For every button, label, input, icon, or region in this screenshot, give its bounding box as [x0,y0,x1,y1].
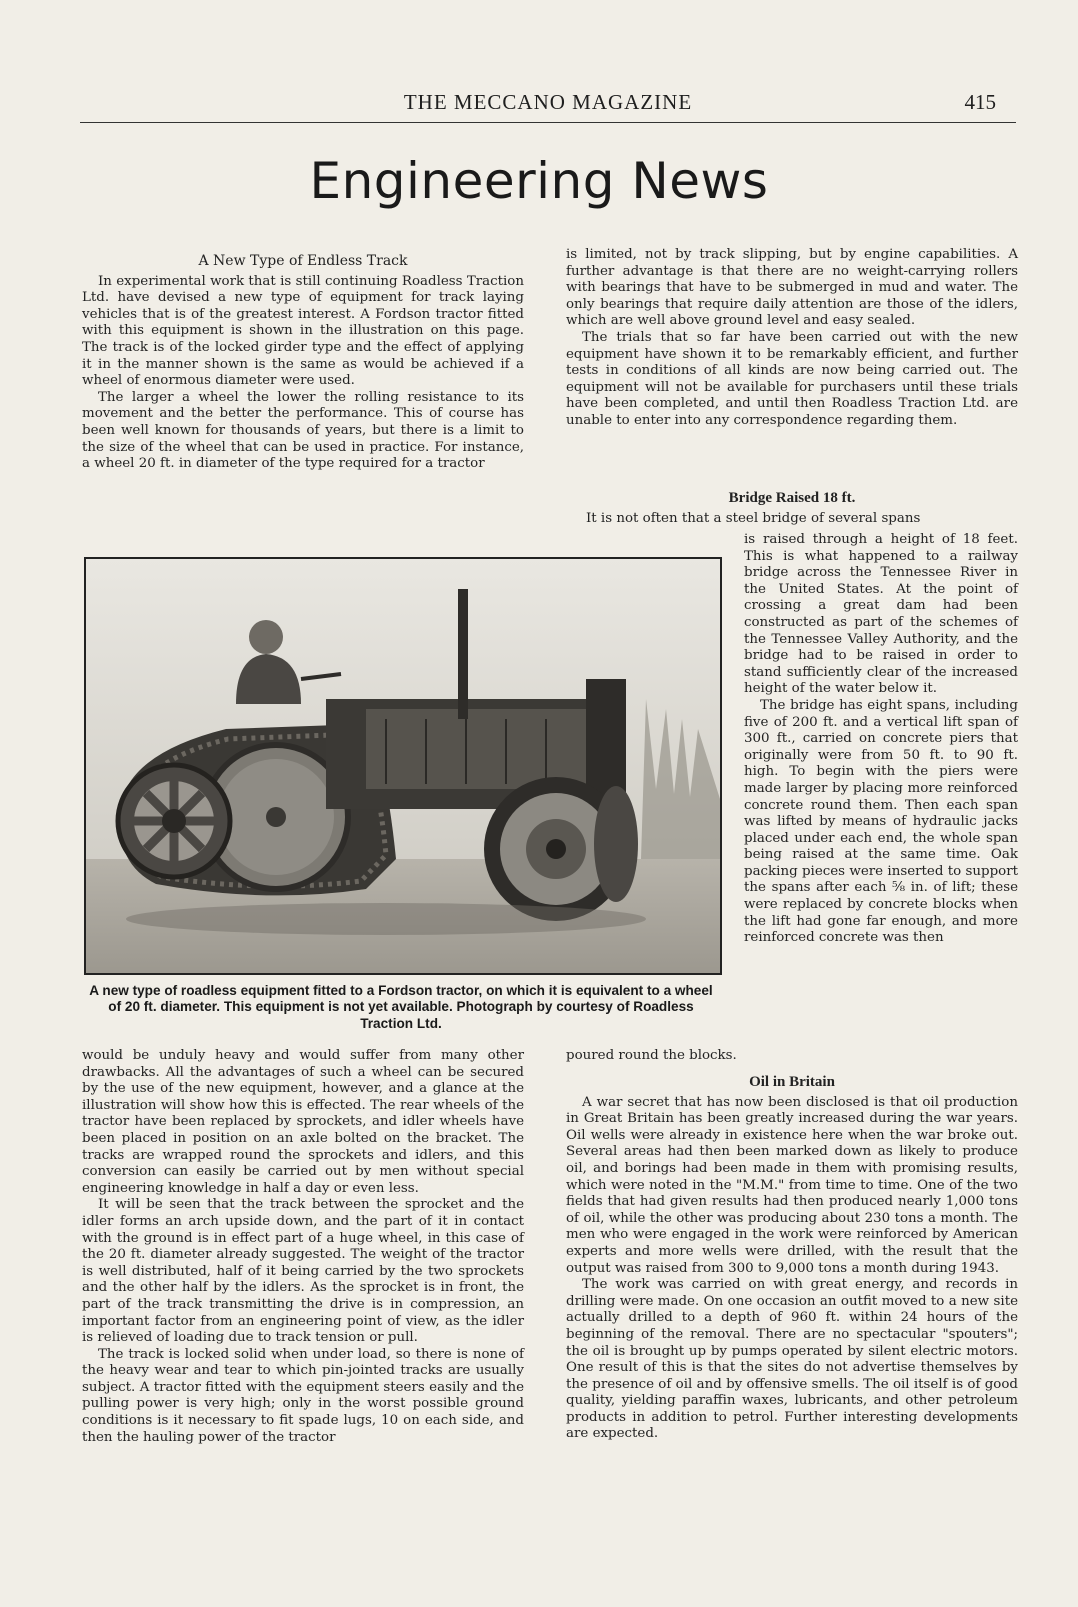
paragraph: The work was carried on with great energy, and records in drilling were made. On one occasion an outfit moved to a new site actually drilled to a depth of 960 ft. within 24 hours of the beginning of the removal. There are no spectacular "spouters"; the oil is brought up by pumps operated by silent electric motors. One result of this is that the sites do not advertise themselves by the presence of oil and by offensive smells. The oil itself is of good quality, yielding paraffin waxes, lubricants, and other petroleum products in addition to petrol. Further interesting developments are expected. [566,1277,1018,1442]
paragraph: is raised through a height of 18 feet. This is what happened to a railway bridge across the Tennessee River in the United States. At the point of crossing a great dam had been constructed as part of the schemes of the Tennessee Valley Authority, and the bridge had to be raised in order to stand sufficiently clear of the increased height of the water below it. [744,532,1018,697]
paragraph: The bridge has eight spans, including five of 200 ft. and a vertical lift span of 300 ft., carried on concrete piers that originally were from 50 ft. to 90 ft. high. To begin with the piers were made larger by placing more reinforced concrete round them. Then each span was lifted by means of hydraulic jacks placed under each end, the whole span being raised at the same time. Oak packing pieces were inserted to support the spans after each ⅝ in. of lift; these were replaced by concrete blocks when the lift had gone far enough, and more reinforced concrete was then [744,697,1018,946]
article-bridge-header [566,490,1018,527]
article-heading-bridge: Bridge Raised 18 ft. [728,490,856,506]
page-title: Engineering News [309,152,769,210]
article-bridge-body [744,532,1018,947]
article-endless-track-continued [566,247,1018,430]
paragraph: would be unduly heavy and would suffer from many other drawbacks. All the advantages of such a wheel can be secured by the use of the new equipment, however, and a glance at the illustration will show how this is effected. The rear wheels of the tractor have been replaced by sprockets, and idler wheels have been placed in position on an axle bolted on the bracket. The tracks are wrapped round the sprockets and idlers, and this conversion can easily be carried out by men without special engineering knowledge in half a day or even less. [82,1048,524,1196]
paragraph: It will be seen that the track between the sprocket and the idler forms an arch upside down, and the part of it in contact with the ground is in effect part of a huge wheel, in this case of the 20 ft. diameter already suggested. The weight of the tractor is well distributed, half of it being carried by the two sprockets and the other half by the idlers. As the sprocket is in front, the part of the track transmitting the drive is in compression, an important factor from an engineering point of view, as the idler is relieved of loading due to track tension or pull. [82,1197,524,1346]
tractor-illustration [86,559,720,973]
tractor-photograph [84,557,722,975]
article-endless-track-body [82,1048,524,1446]
magazine-name: THE MECCANO MAGAZINE [403,90,693,114]
paragraph: In experimental work that is still continuing Roadless Traction Ltd. have devised a new type of equipment for track laying vehicles that is of the greatest interest. A Fordson tractor fitted with this equipment is shown in the illustration on this page. The track is of the locked girder type and the effect of applying it in the manner shown is the same as would be achieved if a wheel of enormous diameter were used. [82,273,524,389]
article-bridge-tail [566,1048,1018,1065]
photo-caption: A new type of roadless equipment fitted to a Fordson tractor, on which it is equivalent to a wheel of 20 ft. diameter. This equipment is not yet available. Photograph by courtesy of Roadless Traction Ltd. [89,983,713,1031]
article-oil-in-britain [566,1074,1018,1443]
page-header [80,88,1016,123]
page-number: 415 [964,90,996,114]
paragraph: The larger a wheel the lower the rolling resistance to its movement and the better the performance. This of course has been well known for thousands of years, but there is a limit to the size of the wheel that can be used in practice. For instance, a wheel 20 ft. in diameter of the type required for a tractor [82,389,524,472]
paragraph: The trials that so far have been carried out with the new equipment have shown it to be remarkably efficient, and further tests in conditions of all kinds are now being carried out. The equipment will not be available for purchasers until these trials have been completed, and until then Roadless Traction Ltd. are unable to enter into any correspondence regarding them. [566,329,1018,428]
paragraph: is limited, not by track slipping, but by engine capabilities. A further advantage is that there are no weight-carrying rollers with bearings that have to be submerged in mud and water. The only bearings that require daily attention are those of the idlers, which are well above ground level and easy sealed. [566,247,1018,329]
paragraph: The track is locked solid when under load, so there is none of the heavy wear and tear to which pin-jointed tracks are usually subject. A tractor fitted with the equipment steers easily and the pulling power is very high; only in the worst possible ground conditions is it necessary to fit spade lugs, 10 on each side, and then the hauling power of the tractor [82,1346,524,1445]
paragraph: It is not often that a steel bridge of several spans [586,510,921,526]
article-heading-endless-track: A New Type of Endless Track [198,253,408,269]
article-heading-oil: Oil in Britain [749,1074,835,1090]
paragraph: A war secret that has now been disclosed is that oil production in Great Britain has been greatly increased during the war years. Oil wells were already in existence here when the war broke out. Several areas had then been marked down as likely to produce oil, and borings had been made in them with promising results, which were noted in the "M.M." from time to time. One of the two fields that had given results had then produced nearly 1,000 tons of oil, while the other was producing about 230 tons a month. The men who were engaged in the work were reinforced by American experts and more wells were drilled, with the result that the output was raised from 300 to 9,000 tons a month during 1943. [566,1094,1018,1276]
paragraph: poured round the blocks. [566,1048,737,1063]
article-endless-track-intro [82,253,524,473]
